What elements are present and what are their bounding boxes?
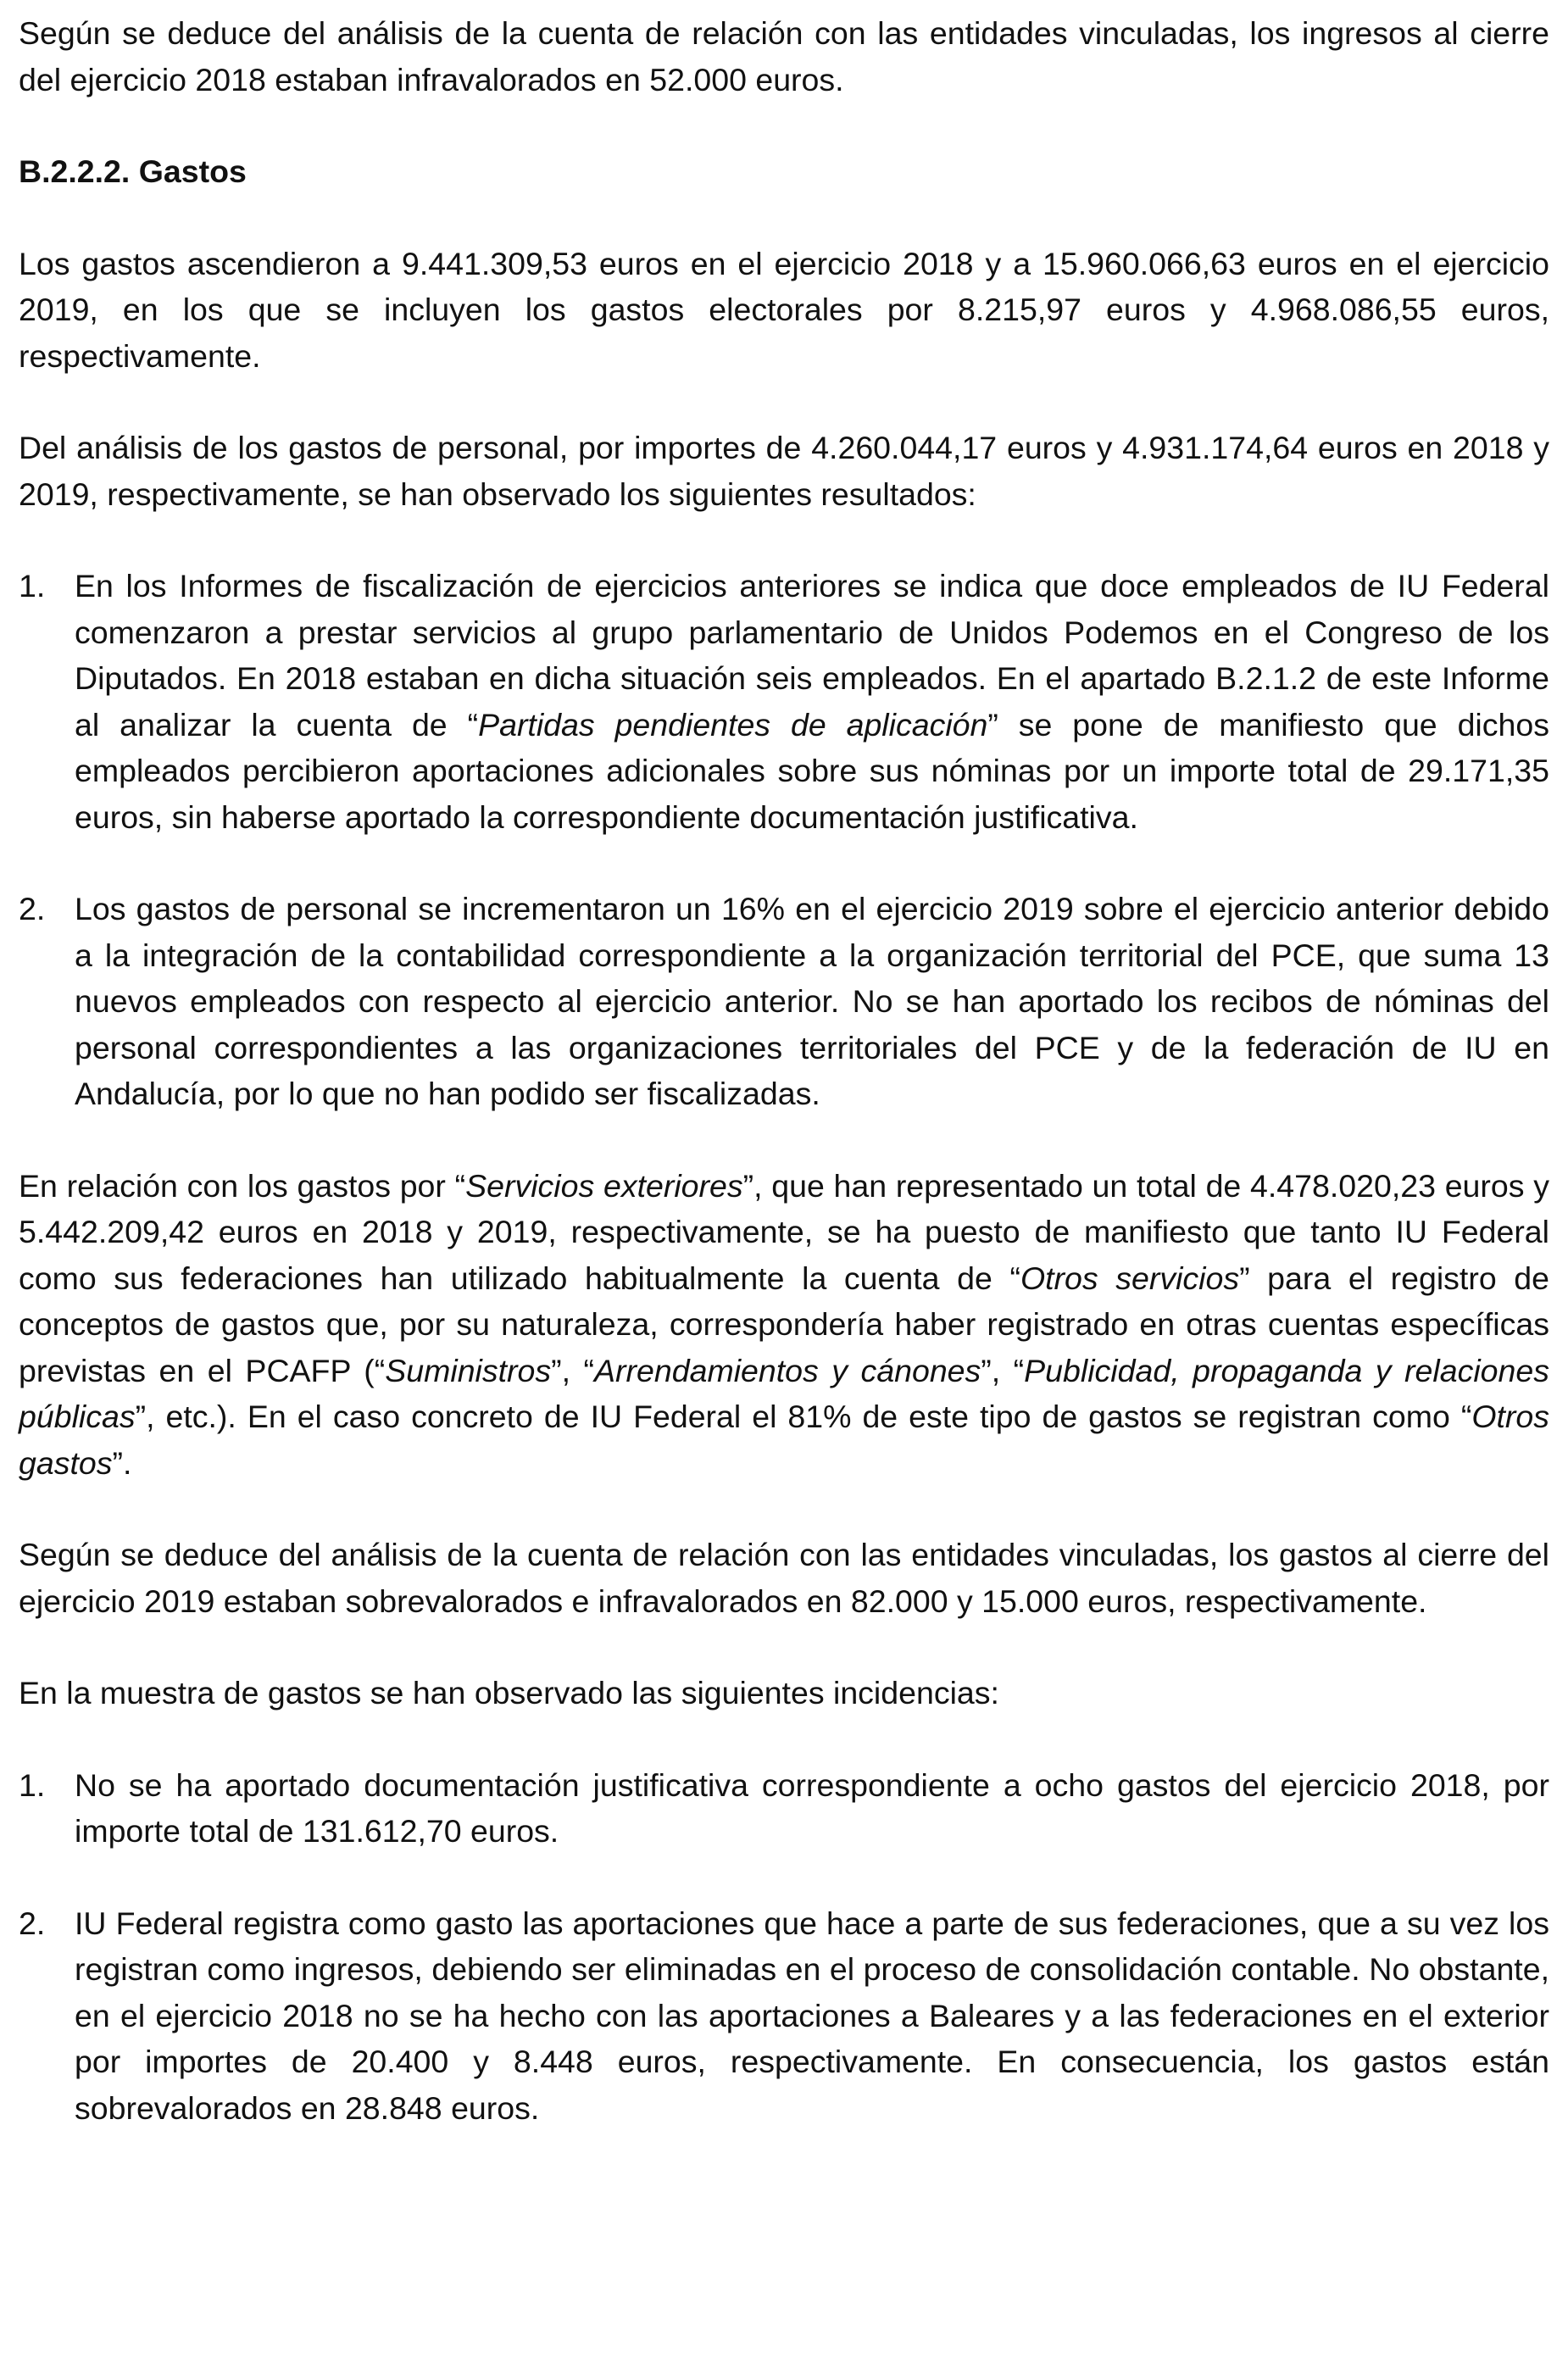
text-run: ”, “ bbox=[981, 1352, 1025, 1388]
emphasis-run: Arrendamientos y cánones bbox=[594, 1352, 981, 1388]
emphasis-run: Otros gastos bbox=[19, 1399, 1549, 1481]
list-item bbox=[19, 1762, 1549, 1855]
paragraph-servicios-exteriores bbox=[19, 1163, 1549, 1487]
list-number: 1. bbox=[19, 568, 46, 604]
paragraph-gastos-vinculadas: Según se deduce del análisis de la cuenta de relación con las entidades vinculadas, los gastos al cierre del ejercicio 2019 estaban sobrevalorados e infravalorados en 82.000 y 15.000 euros, respectivamente. bbox=[19, 1537, 1549, 1619]
list-item bbox=[19, 1900, 1549, 2132]
list-item-text: No se ha aportado documentación justificativa correspondiente a ocho gastos del ejercicio 2018, por importe total de 131.612,70 euros. bbox=[75, 1766, 1549, 1849]
paragraph-muestra-gastos: En la muestra de gastos se han observado las siguientes incidencias: bbox=[19, 1675, 999, 1711]
text-run: ”, “ bbox=[551, 1352, 595, 1388]
text-run: ” para el registro de conceptos de gastos que, por su naturaleza, correspondería haber registrado en otras cuentas específicas previstas en el PCAFP (“ bbox=[19, 1260, 1549, 1388]
list-item-text-part: ” se pone de manifiesto que dichos empleados percibieron aportaciones adicionales sobre sus nóminas por un importe total de 29.171,35 euros, sin haberse aportado la correspondiente documentación justificativa. bbox=[75, 706, 1549, 835]
list-item bbox=[19, 563, 1549, 840]
list-item bbox=[19, 886, 1549, 1117]
text-run: ”. bbox=[112, 1444, 132, 1481]
section-heading: B.2.2.2. Gastos bbox=[19, 153, 247, 189]
list-item-emphasis: Partidas pendientes de aplicación bbox=[478, 706, 988, 743]
list-number: 2. bbox=[19, 891, 46, 926]
list-number: 2. bbox=[19, 1905, 46, 1941]
text-run: En relación con los gastos por “ bbox=[19, 1167, 466, 1204]
emphasis-run: Servicios exteriores bbox=[465, 1167, 743, 1204]
emphasis-run: Otros servicios bbox=[1020, 1260, 1240, 1296]
list-item-text: Los gastos de personal se incrementaron un 16% en el ejercicio 2019 sobre el ejercicio anterior debido a la integración de la contabilidad correspondiente a la organización territorial del PCE, que suma 13 nuevos empleados con respecto al ejercicio anterior. No se han aportado los recibos de nóminas del personal correspondientes a las organizaciones territoriales del PCE y de la federación de IU en Andalucía, por lo que no han podido ser fiscalizadas. bbox=[75, 891, 1549, 1111]
paragraph-gastos-personal: Del análisis de los gastos de personal, por importes de 4.260.044,17 euros y 4.931.174,64 euros en 2018 y 2019, respectivamente, se han observado los siguientes resultados: bbox=[19, 430, 1549, 512]
document-page bbox=[19, 10, 1549, 2177]
emphasis-run: Publicidad, propaganda y relaciones públicas bbox=[19, 1352, 1549, 1434]
text-run: ”, que han representado un total de 4.478.020,23 euros y 5.442.209,42 euros en 2018 y 2019, respectivamente, se ha puesto de manifiesto que tanto IU Federal como sus federaciones han utilizado habitualmente la cuenta de “ bbox=[19, 1167, 1549, 1296]
emphasis-run: Suministros bbox=[385, 1352, 552, 1388]
list-item-text: IU Federal registra como gasto las aportaciones que hace a parte de sus federaciones, que a su vez los registran como ingresos, debiendo ser eliminadas en el proceso de consolidación contable. No obstante, en el ejercicio 2018 no se ha hecho con las aportaciones a Baleares y a las federaciones en el exterior por importes de 20.400 y 8.448 euros, respectivamente. En consecuencia, los gastos están sobrevalorados en 28.848 euros. bbox=[75, 1905, 1549, 2126]
list-number: 1. bbox=[19, 1766, 46, 1803]
list-item-text-part: En los Informes de fiscalización de ejercicios anteriores se indica que doce empleados de IU Federal comenzaron a prestar servicios al grupo parlamentario de Unidos Podemos en el Congreso de los Diputados. En 2018 estaban en dicha situación seis empleados. En el apartado B.2.1.2 de este Informe al analizar la cuenta de “ bbox=[75, 568, 1549, 743]
text-run: ”, etc.). En el caso concreto de IU Federal el 81% de este tipo de gastos se registran como “ bbox=[135, 1399, 1472, 1434]
paragraph-gastos-totales: Los gastos ascendieron a 9.441.309,53 euros en el ejercicio 2018 y a 15.960.066,63 euros en el ejercicio 2019, en los que se incluyen los gastos electorales por 8.215,97 euros y 4.968.086,55 euros, respectivamente. bbox=[19, 245, 1549, 374]
list-item-text bbox=[75, 563, 1549, 840]
paragraph-ingresos-vinculadas: Según se deduce del análisis de la cuenta de relación con las entidades vinculadas, los ingresos al cierre del ejercicio 2018 estaban infravalorados en 52.000 euros. bbox=[19, 15, 1549, 97]
